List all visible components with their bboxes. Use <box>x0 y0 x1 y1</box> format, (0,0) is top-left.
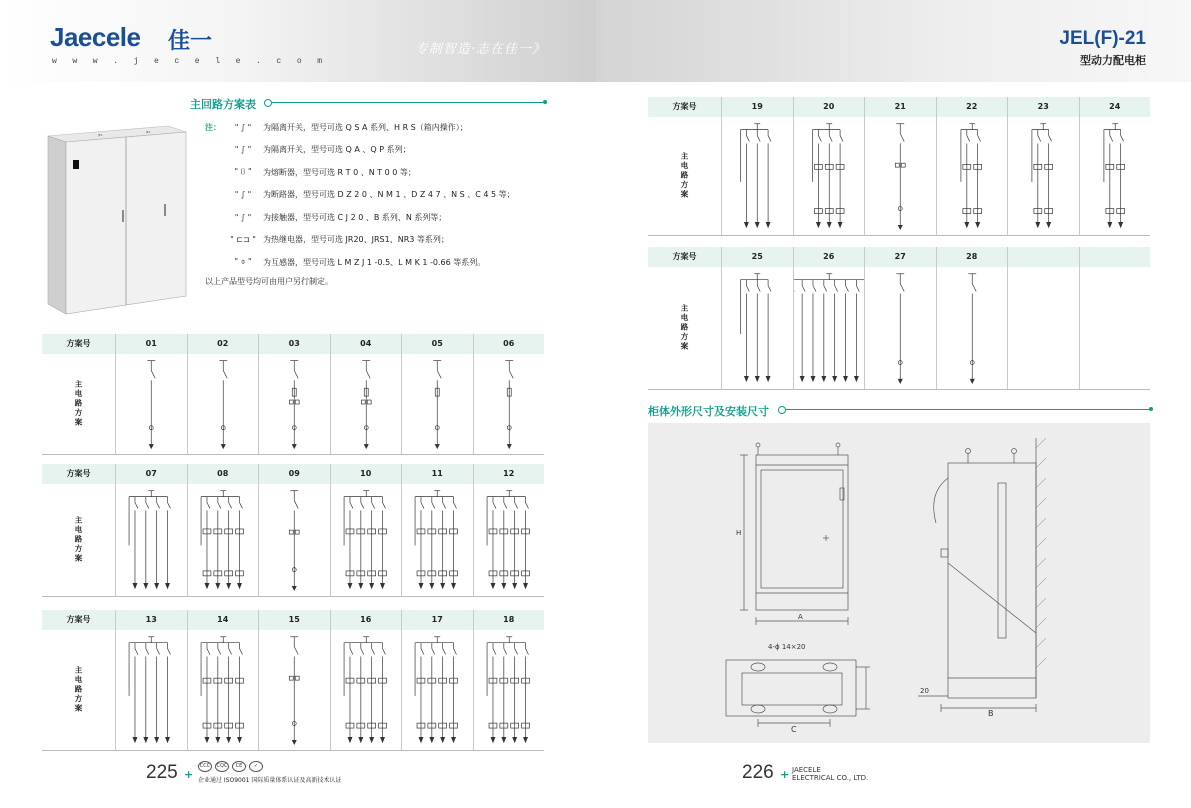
scheme-number: 16 <box>330 610 402 630</box>
right-header-bar <box>596 0 1191 82</box>
scheme-number: 24 <box>1079 97 1151 117</box>
circuit-diagram-cell <box>864 267 936 389</box>
note-row <box>205 206 565 229</box>
svg-text:JEL: JEL <box>98 133 103 137</box>
plus-mark: + <box>184 768 194 781</box>
circuit-diagram <box>188 630 259 750</box>
circuit-diagram <box>259 630 330 750</box>
table-body-row <box>648 117 1150 235</box>
scheme-number: 10 <box>330 464 402 484</box>
circuit-diagram-cell <box>187 484 259 596</box>
circuit-diagram-cell <box>793 117 865 235</box>
dimension-drawing <box>648 423 1150 743</box>
note-text: 为热继电器，型号可选 JR20、JRS1、NR3 等系列； <box>263 235 449 245</box>
scheme-number: 19 <box>721 97 793 117</box>
note-text: 为接触器，型号可选 C J 2 0 、B 系列、N 系列等； <box>263 212 447 222</box>
scheme-number: 09 <box>258 464 330 484</box>
right-page <box>596 0 1191 808</box>
circuit-diagram <box>259 354 330 454</box>
page-number-left: 225 <box>146 762 178 783</box>
note-text: 为隔离开关，型号可选 Q S A 系列、H R S（箱内操作）； <box>263 122 468 132</box>
circuit-diagram-cell <box>1079 267 1151 389</box>
scheme-number: 23 <box>1007 97 1079 117</box>
circuit-diagram-cell <box>258 484 330 596</box>
circuit-diagram <box>937 267 1008 389</box>
scheme-number: 03 <box>258 334 330 354</box>
circuit-diagram <box>402 630 473 750</box>
breaker-symbol-icon: " ∫ " <box>234 190 252 200</box>
circuit-diagram <box>188 354 259 454</box>
circuit-diagram-cell <box>330 630 402 750</box>
page-number-right: 226 <box>742 762 774 783</box>
note-text: 为隔离开关，型号可选 Q A 、Q P 系列； <box>263 145 411 155</box>
brand-logo-cn: 佳一 <box>168 29 213 54</box>
circuit-diagram <box>116 354 187 454</box>
circuit-diagram <box>116 484 187 596</box>
scheme-table-07-12 <box>42 464 544 597</box>
model-title: JEL(F)-21 <box>1059 28 1146 49</box>
contactor-symbol-icon: " ∫ " <box>234 212 252 222</box>
scheme-table-25-28 <box>648 247 1150 390</box>
main-circuit-row-label: 主电路方案 <box>74 516 83 564</box>
scheme-number: 20 <box>793 97 865 117</box>
circuit-diagram <box>722 267 793 389</box>
cqc-cert-icon: CQC <box>215 761 229 772</box>
certification-text: 企业通过 ISO9001 国际质量体系认证及高新技术认证 <box>198 777 342 784</box>
dim-label-h: H <box>736 529 742 537</box>
quality-cert-icon: ✓ <box>249 761 263 772</box>
slogan: 专制智造·志在佳一》 <box>414 42 546 57</box>
circuit-diagram-cell <box>473 630 545 750</box>
scheme-number: 18 <box>473 610 545 630</box>
scheme-table-01-06 <box>42 334 544 455</box>
scheme-number <box>1079 247 1151 267</box>
circuit-diagram <box>794 117 865 235</box>
circuit-diagram <box>188 484 259 596</box>
scheme-table-13-18 <box>42 610 544 751</box>
scheme-number: 12 <box>473 464 545 484</box>
scheme-number <box>1007 247 1079 267</box>
circuit-diagram-cell <box>401 484 473 596</box>
note-row <box>205 184 565 207</box>
table-header-row <box>42 464 544 484</box>
transformer-symbol-icon: " ⌽ " <box>234 257 252 267</box>
circuit-diagram <box>1008 117 1079 235</box>
note-row <box>205 139 565 162</box>
cabinet-image <box>38 118 188 318</box>
scheme-number-label: 方案号 <box>672 102 697 111</box>
circuit-diagram <box>937 117 1008 235</box>
table-body-row <box>648 267 1150 389</box>
scheme-table-19-24 <box>648 97 1150 236</box>
dim-label-c: C <box>791 725 797 734</box>
scheme-number: 06 <box>473 334 545 354</box>
circuit-diagram-cell <box>330 484 402 596</box>
dimension-drawing-panel <box>648 423 1150 743</box>
circuit-diagram-cell <box>793 267 865 389</box>
table-header-row <box>648 247 1150 267</box>
circuit-diagram <box>1080 117 1151 235</box>
scheme-number: 08 <box>187 464 259 484</box>
circuit-diagram-cell <box>115 354 187 454</box>
scheme-number: 22 <box>936 97 1008 117</box>
main-circuit-heading: 主回路方案表 <box>190 98 256 111</box>
dim-label-b: B <box>988 709 994 718</box>
scheme-number: 04 <box>330 334 402 354</box>
circuit-diagram-cell <box>721 117 793 235</box>
scheme-number-label: 方案号 <box>66 615 91 624</box>
main-circuit-row-label: 主电路方案 <box>74 666 83 714</box>
ccc-cert-icon: CCC <box>198 761 212 772</box>
table-header-row <box>42 334 544 354</box>
circuit-diagram-cell <box>721 267 793 389</box>
circuit-diagram-cell <box>258 630 330 750</box>
circuit-diagram <box>331 630 402 750</box>
circuit-diagram-cell <box>401 630 473 750</box>
left-header-bar <box>0 0 596 82</box>
model-subtitle: 型动力配电柜 <box>1080 54 1146 67</box>
thermal-relay-symbol-icon: " ⊏⊐ " <box>230 235 256 245</box>
scheme-number: 21 <box>864 97 936 117</box>
scheme-number: 05 <box>401 334 473 354</box>
scheme-number: 07 <box>115 464 187 484</box>
scheme-number: 25 <box>721 247 793 267</box>
fuse-symbol-icon: " ⌷ " <box>234 167 252 177</box>
note-row <box>205 251 565 274</box>
circuit-diagram-cell <box>330 354 402 454</box>
scheme-number: 28 <box>936 247 1008 267</box>
main-circuit-row-label: 主电路方案 <box>680 152 689 200</box>
isolator-symbol-icon: " ∫ " <box>234 122 252 132</box>
circuit-diagram-cell <box>473 354 545 454</box>
table-body-row <box>42 354 544 454</box>
main-circuit-row-label: 主电路方案 <box>680 304 689 352</box>
ce-cert-icon: CE <box>232 761 246 772</box>
table-header-row <box>42 610 544 630</box>
main-circuit-row-label: 主电路方案 <box>74 380 83 428</box>
scheme-number: 13 <box>115 610 187 630</box>
scheme-number-label: 方案号 <box>66 469 91 478</box>
circuit-diagram <box>865 117 936 235</box>
circuit-diagram-cell <box>473 484 545 596</box>
circuit-diagram <box>474 354 545 454</box>
circuit-diagram-cell <box>187 354 259 454</box>
circuit-diagram-cell <box>401 354 473 454</box>
scheme-number: 15 <box>258 610 330 630</box>
company-name: JAECELE ELECTRICAL CO., LTD. <box>792 766 869 782</box>
scheme-number: 02 <box>187 334 259 354</box>
scheme-number: 01 <box>115 334 187 354</box>
scheme-number: 11 <box>401 464 473 484</box>
circuit-diagram <box>116 630 187 750</box>
circuit-diagram <box>474 484 545 596</box>
component-notes <box>205 116 565 287</box>
note-row <box>205 116 565 139</box>
circuit-diagram-cell <box>864 117 936 235</box>
heading-rule <box>782 409 1150 410</box>
circuit-diagram <box>474 630 545 750</box>
scheme-number-label: 方案号 <box>66 339 91 348</box>
circuit-diagram <box>722 117 793 235</box>
circuit-diagram <box>865 267 936 389</box>
plus-mark: + <box>780 768 790 781</box>
note-prefix: 注： <box>205 122 221 132</box>
svg-text:JEL: JEL <box>146 130 151 134</box>
table-body-row <box>42 630 544 750</box>
hole-spec: 4-ϕ 14×20 <box>768 643 806 651</box>
scheme-number: 14 <box>187 610 259 630</box>
circuit-diagram-cell <box>115 484 187 596</box>
circuit-diagram <box>259 484 330 596</box>
scheme-number: 27 <box>864 247 936 267</box>
circuit-diagram-cell <box>1007 267 1079 389</box>
circuit-diagram <box>402 354 473 454</box>
notes-footnote: 以上产品型号均可由用户另行制定。 <box>205 276 333 286</box>
scheme-number: 26 <box>793 247 865 267</box>
circuit-diagram-cell <box>1007 117 1079 235</box>
circuit-diagram-cell <box>936 117 1008 235</box>
circuit-diagram-cell <box>258 354 330 454</box>
circuit-diagram <box>794 267 865 389</box>
website-url: w w w . j e c e l e . c o m <box>52 57 328 66</box>
dim-label-20: 20 <box>920 687 929 695</box>
circuit-diagram <box>331 354 402 454</box>
heading-rule <box>268 102 544 103</box>
note-text: 为断路器，型号可选 D Z 2 0 、N M 1 、D Z 4 7 、N S 、C 4 5 等； <box>263 190 515 200</box>
table-body-row <box>42 484 544 596</box>
brand-logo: Jaecele <box>50 22 141 52</box>
dimensions-heading: 柜体外形尺寸及安装尺寸 <box>648 405 769 418</box>
note-row <box>205 161 565 184</box>
circuit-diagram-cell <box>187 630 259 750</box>
scheme-number: 17 <box>401 610 473 630</box>
note-text: 为互感器，型号可选 L M Z J 1 -0.5、L M K 1 -0.66 等系列。 <box>263 257 486 267</box>
note-text: 为熔断器，型号可选 R T 0 、N T 0 0 等； <box>263 167 416 177</box>
scheme-number-label: 方案号 <box>672 252 697 261</box>
table-header-row <box>648 97 1150 117</box>
isolator-symbol-icon: " ∫ " <box>234 145 252 155</box>
circuit-diagram <box>331 484 402 596</box>
dim-label-a: A <box>798 613 803 621</box>
circuit-diagram-cell <box>936 267 1008 389</box>
note-row <box>205 229 565 252</box>
circuit-diagram-cell <box>115 630 187 750</box>
circuit-diagram <box>402 484 473 596</box>
circuit-diagram-cell <box>1079 117 1151 235</box>
